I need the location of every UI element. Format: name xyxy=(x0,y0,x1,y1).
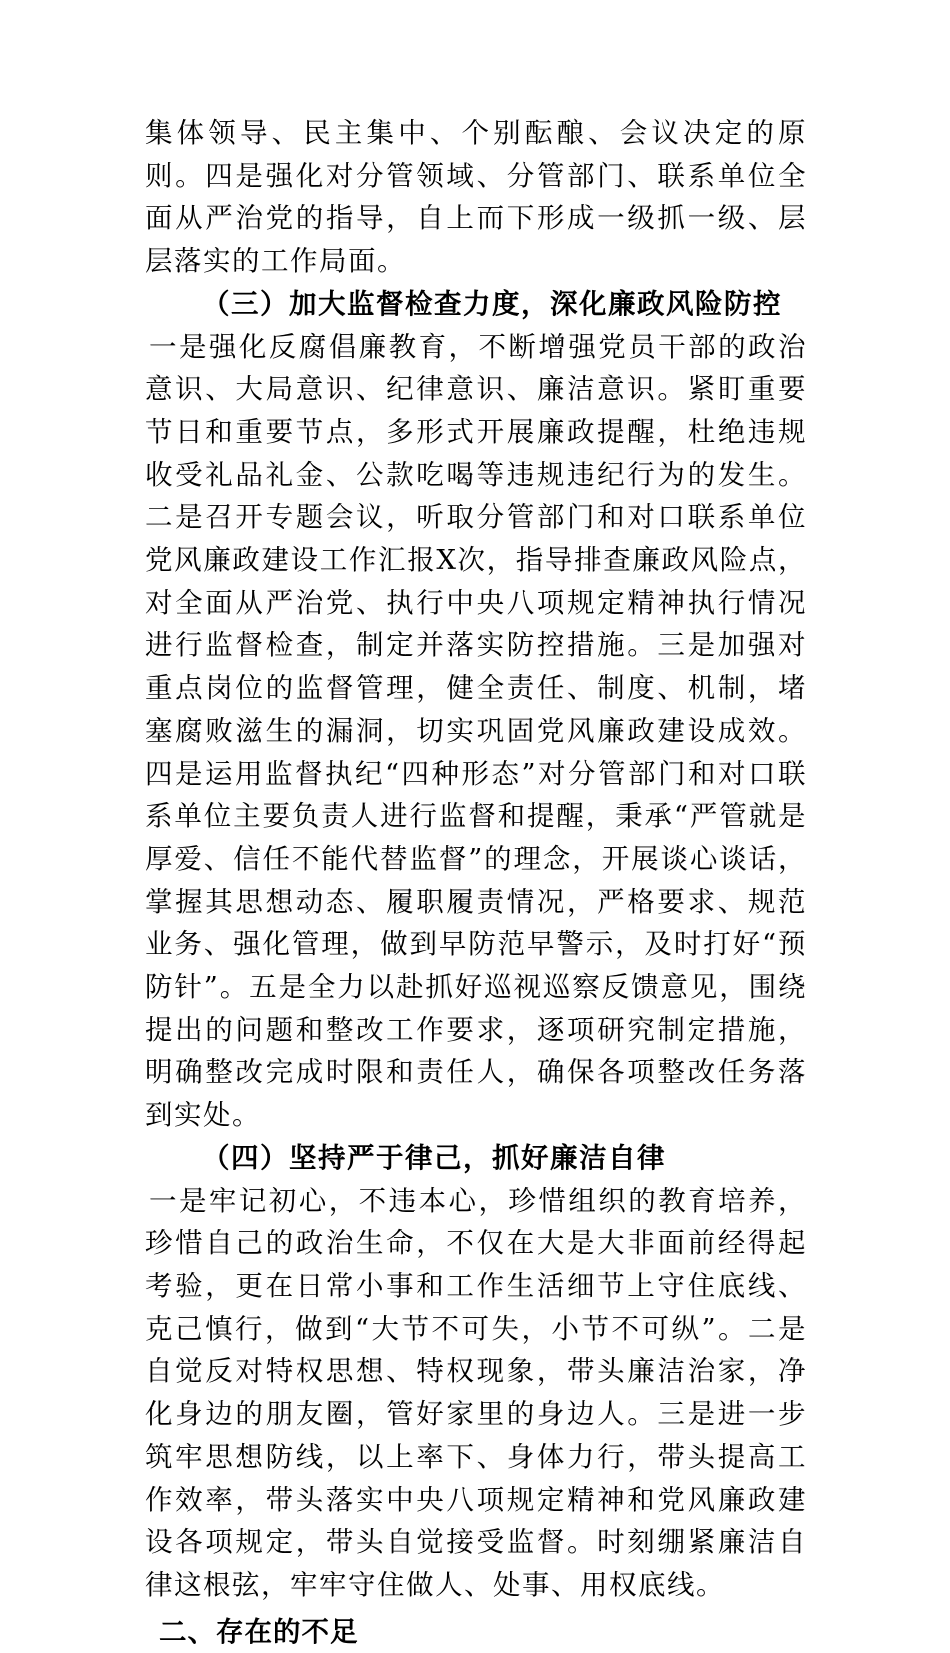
subsection-paragraph-4: 一是牢记初心，不违本心，珍惜组织的教育培养，珍惜自己的政治生命，不仅在大是大非面前经得起考验，更在日常小事和工作生活细节上守住底线、克己慎行，做到“大节不可失，小节不可纵”。二是自觉反对特权思想、特权现象，带头廉洁治家，净化身边的朋友圈，管好家里的身边人。三是进一步筑牢思想防线，以上率下、身体力行，带头提高工作效率，带头落实中央八项规定精神和党风廉政建设各项规定，带头自觉接受监督。时刻绷紧廉洁自律这根弦，牢牢守住做人、处事、用权底线。 xyxy=(145,1184,807,1601)
subsection-heading-3: （三）加大监督检查力度，深化廉政风险防控 xyxy=(202,287,782,320)
subsection-paragraph-3: 一是强化反腐倡廉教育，不断增强党员干部的政治意识、大局意识、纪律意识、廉洁意识。紧盯重要节日和重要节点，多形式开展廉政提醒，杜绝违规收受礼品礼金、公款吃喝等违规违纪行为的发生。二是召开专题会议，听取分管部门和对口联系单位党风廉政建设工作汇报X次，指导排查廉政风险点，对全面从严治党、执行中央八项规定精神执行情况进行监督检查，制定并落实防控措施。三是加强对重点岗位的监督管理，健全责任、制度、机制，堵塞腐败滋生的漏洞，切实巩固党风廉政建设成效。四是运用监督执纪“四种形态”对分管部门和对口联系单位主要负责人进行监督和提醒，秉承“严管就是厚爱、信任不能代替监督”的理念，开展谈心谈话，掌握其思想动态、履职履责情况，严格要求、规范业务、强化管理，做到早防范早警示，及时打好“预防针”。五是全力以赴抓好巡视巡察反馈意见，围绕提出的问题和整改工作要求，逐项研究制定措施，明确整改完成时限和责任人，确保各项整改任务落到实处。 xyxy=(145,330,807,1132)
continuation-paragraph: 集体领导、民主集中、个别酝酿、会议决定的原则。四是强化对分管领域、分管部门、联系单位全面从严治党的指导，自上而下形成一级抓一级、层层落实的工作局面。 xyxy=(145,117,807,278)
document-body xyxy=(145,112,807,1653)
subsection-heading-4: （四）坚持严于律己，抓好廉洁自律 xyxy=(202,1141,666,1174)
section-heading-2: 二、存在的不足 xyxy=(159,1615,359,1648)
